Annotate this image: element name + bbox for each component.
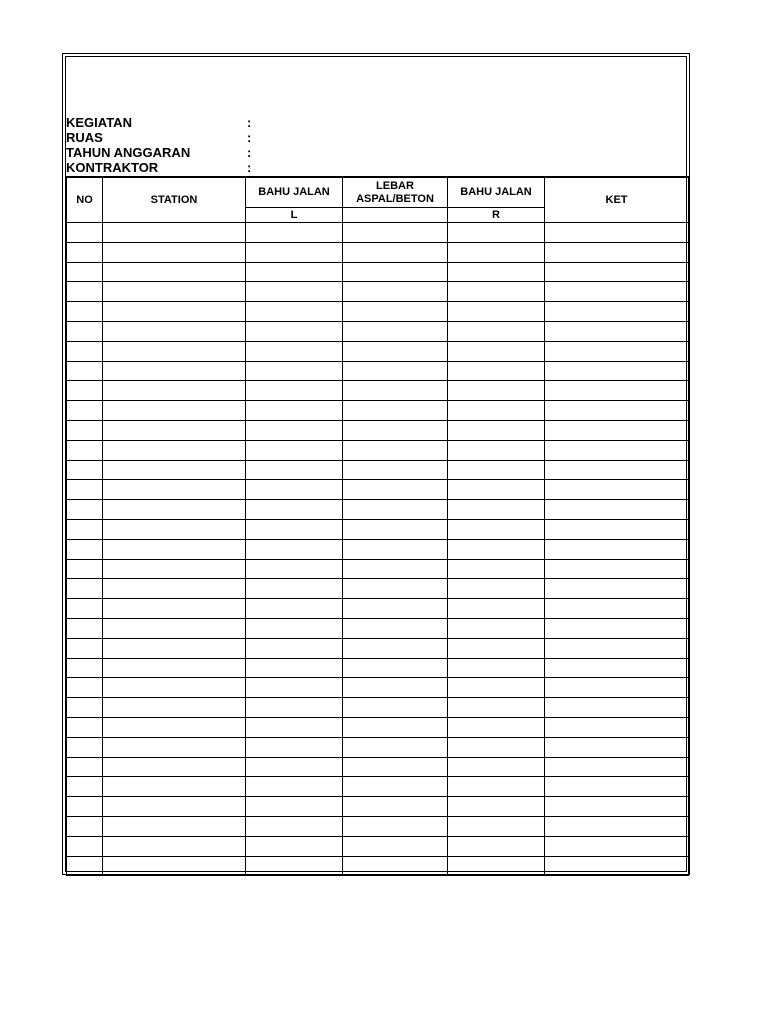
cell-ket[interactable] — [545, 420, 689, 440]
cell-no[interactable] — [67, 440, 103, 460]
cell-bahu-left[interactable] — [246, 262, 343, 282]
cell-bahu-right[interactable] — [448, 797, 545, 817]
table-row — [67, 361, 689, 381]
cell-lebar[interactable] — [343, 401, 448, 421]
cell-ket[interactable] — [545, 223, 689, 243]
cell-bahu-right[interactable] — [448, 321, 545, 341]
cell-bahu-left[interactable] — [246, 223, 343, 243]
cell-lebar[interactable] — [343, 223, 448, 243]
cell-bahu-right[interactable] — [448, 658, 545, 678]
table-row — [67, 579, 689, 599]
cell-bahu-right[interactable] — [448, 480, 545, 500]
cell-ket[interactable] — [545, 816, 689, 836]
cell-bahu-left[interactable] — [246, 579, 343, 599]
table-row — [67, 223, 689, 243]
table-row — [67, 381, 689, 401]
cell-bahu-right[interactable] — [448, 638, 545, 658]
cell-ket[interactable] — [545, 282, 689, 302]
cell-bahu-right[interactable] — [448, 737, 545, 757]
cell-lebar[interactable] — [343, 757, 448, 777]
cell-bahu-right[interactable] — [448, 698, 545, 718]
cell-station[interactable] — [103, 757, 246, 777]
cell-bahu-left[interactable] — [246, 460, 343, 480]
cell-lebar[interactable] — [343, 480, 448, 500]
cell-ket[interactable] — [545, 401, 689, 421]
cell-no[interactable] — [67, 480, 103, 500]
cell-bahu-left[interactable] — [246, 757, 343, 777]
table-row — [67, 638, 689, 658]
cell-bahu-left[interactable] — [246, 599, 343, 619]
cell-station[interactable] — [103, 223, 246, 243]
cell-no[interactable] — [67, 559, 103, 579]
cell-ket[interactable] — [545, 519, 689, 539]
cell-bahu-right[interactable] — [448, 401, 545, 421]
cell-ket[interactable] — [545, 757, 689, 777]
cell-bahu-left[interactable] — [246, 559, 343, 579]
table-row — [67, 757, 689, 777]
cell-station[interactable] — [103, 262, 246, 282]
table-row — [67, 401, 689, 421]
cell-bahu-left[interactable] — [246, 440, 343, 460]
cell-bahu-left[interactable] — [246, 401, 343, 421]
cell-bahu-right[interactable] — [448, 341, 545, 361]
field-kontraktor — [66, 160, 266, 175]
cell-station[interactable] — [103, 321, 246, 341]
cell-bahu-left[interactable] — [246, 678, 343, 698]
cell-no[interactable] — [67, 282, 103, 302]
cell-bahu-left[interactable] — [246, 321, 343, 341]
cell-no[interactable] — [67, 658, 103, 678]
cell-no[interactable] — [67, 757, 103, 777]
cell-bahu-right[interactable] — [448, 381, 545, 401]
cell-station[interactable] — [103, 579, 246, 599]
header-lebar-aspal-beton — [343, 177, 448, 208]
cell-ket[interactable] — [545, 698, 689, 718]
cell-station[interactable] — [103, 341, 246, 361]
cell-bahu-left[interactable] — [246, 539, 343, 559]
table-row — [67, 302, 689, 322]
header-no: NO — [67, 177, 103, 223]
cell-ket[interactable] — [545, 678, 689, 698]
cell-bahu-left[interactable] — [246, 698, 343, 718]
field-ruas-label: RUAS — [66, 130, 103, 145]
cell-no[interactable] — [67, 242, 103, 262]
field-kontraktor-colon: : — [247, 160, 252, 175]
cell-bahu-left[interactable] — [246, 856, 343, 876]
cell-bahu-left[interactable] — [246, 242, 343, 262]
cell-lebar[interactable] — [343, 737, 448, 757]
cell-bahu-left[interactable] — [246, 797, 343, 817]
cell-lebar[interactable] — [343, 519, 448, 539]
cell-bahu-right[interactable] — [448, 816, 545, 836]
header-ket: KET — [545, 177, 689, 223]
cell-ket[interactable] — [545, 559, 689, 579]
subheader-left: L — [246, 208, 343, 223]
cell-lebar[interactable] — [343, 420, 448, 440]
subheader-right: R — [448, 208, 545, 223]
cell-bahu-right[interactable] — [448, 440, 545, 460]
cell-ket[interactable] — [545, 836, 689, 856]
cell-lebar[interactable] — [343, 836, 448, 856]
cell-no[interactable] — [67, 797, 103, 817]
field-kontraktor-label: KONTRAKTOR — [66, 160, 159, 175]
table-row — [67, 797, 689, 817]
cell-station[interactable] — [103, 698, 246, 718]
cell-bahu-right[interactable] — [448, 757, 545, 777]
cell-station[interactable] — [103, 836, 246, 856]
table-body — [67, 223, 689, 876]
cell-ket[interactable] — [545, 638, 689, 658]
cell-station[interactable] — [103, 539, 246, 559]
cell-bahu-left[interactable] — [246, 480, 343, 500]
cell-station[interactable] — [103, 638, 246, 658]
cell-station[interactable] — [103, 361, 246, 381]
table-row — [67, 698, 689, 718]
cell-bahu-right[interactable] — [448, 599, 545, 619]
cell-no[interactable] — [67, 519, 103, 539]
cell-no[interactable] — [67, 856, 103, 876]
cell-ket[interactable] — [545, 579, 689, 599]
cell-station[interactable] — [103, 440, 246, 460]
cell-no[interactable] — [67, 698, 103, 718]
cell-ket[interactable] — [545, 361, 689, 381]
cell-ket[interactable] — [545, 480, 689, 500]
cell-bahu-right[interactable] — [448, 559, 545, 579]
form-header — [66, 57, 686, 175]
cell-bahu-right[interactable] — [448, 500, 545, 520]
cell-station[interactable] — [103, 480, 246, 500]
cell-bahu-left[interactable] — [246, 302, 343, 322]
cell-bahu-left[interactable] — [246, 717, 343, 737]
cell-no[interactable] — [67, 737, 103, 757]
table-row — [67, 599, 689, 619]
cell-bahu-left[interactable] — [246, 836, 343, 856]
form-frame — [65, 56, 687, 872]
field-kegiatan-label: KEGIATAN — [66, 115, 132, 130]
table-row — [67, 242, 689, 262]
cell-no[interactable] — [67, 381, 103, 401]
cell-station[interactable] — [103, 777, 246, 797]
header-bahu-jalan-left: BAHU JALAN — [246, 177, 343, 208]
cell-bahu-left[interactable] — [246, 638, 343, 658]
field-ruas — [66, 130, 266, 145]
cell-lebar[interactable] — [343, 321, 448, 341]
cell-ket[interactable] — [545, 856, 689, 876]
cell-lebar[interactable] — [343, 856, 448, 876]
table-row — [67, 816, 689, 836]
cell-no[interactable] — [67, 420, 103, 440]
cell-lebar[interactable] — [343, 658, 448, 678]
cell-no[interactable] — [67, 302, 103, 322]
cell-ket[interactable] — [545, 797, 689, 817]
cell-no[interactable] — [67, 599, 103, 619]
field-tahun-anggaran — [66, 145, 266, 160]
cell-bahu-right[interactable] — [448, 777, 545, 797]
table-row — [67, 321, 689, 341]
table-row — [67, 460, 689, 480]
cell-lebar[interactable] — [343, 282, 448, 302]
cell-bahu-right[interactable] — [448, 460, 545, 480]
cell-station[interactable] — [103, 460, 246, 480]
cell-station[interactable] — [103, 737, 246, 757]
cell-station[interactable] — [103, 401, 246, 421]
field-tahun-anggaran-label: TAHUN ANGGARAN — [66, 145, 191, 160]
cell-no[interactable] — [67, 262, 103, 282]
cell-bahu-right[interactable] — [448, 519, 545, 539]
cell-station[interactable] — [103, 618, 246, 638]
cell-lebar[interactable] — [343, 638, 448, 658]
table-row — [67, 836, 689, 856]
cell-lebar[interactable] — [343, 777, 448, 797]
table-row — [67, 559, 689, 579]
cell-no[interactable] — [67, 341, 103, 361]
table-row — [67, 500, 689, 520]
table-row — [67, 282, 689, 302]
cell-lebar[interactable] — [343, 262, 448, 282]
cell-lebar[interactable] — [343, 816, 448, 836]
cell-bahu-left[interactable] — [246, 519, 343, 539]
cell-station[interactable] — [103, 282, 246, 302]
cell-no[interactable] — [67, 638, 103, 658]
cell-lebar[interactable] — [343, 361, 448, 381]
cell-ket[interactable] — [545, 262, 689, 282]
cell-no[interactable] — [67, 618, 103, 638]
cell-bahu-right[interactable] — [448, 420, 545, 440]
survey-table — [66, 176, 689, 876]
table-row — [67, 777, 689, 797]
cell-bahu-right[interactable] — [448, 223, 545, 243]
field-tahun-anggaran-colon: : — [247, 145, 252, 160]
cell-lebar[interactable] — [343, 559, 448, 579]
cell-bahu-right[interactable] — [448, 618, 545, 638]
cell-bahu-left[interactable] — [246, 381, 343, 401]
cell-lebar[interactable] — [343, 678, 448, 698]
cell-station[interactable] — [103, 599, 246, 619]
table-row — [67, 519, 689, 539]
field-ruas-colon: : — [247, 130, 252, 145]
cell-lebar[interactable] — [343, 381, 448, 401]
cell-no[interactable] — [67, 777, 103, 797]
cell-bahu-right[interactable] — [448, 262, 545, 282]
cell-bahu-left[interactable] — [246, 737, 343, 757]
cell-ket[interactable] — [545, 460, 689, 480]
header-lebar-line2: ASPAL/BETON — [356, 192, 434, 205]
cell-ket[interactable] — [545, 381, 689, 401]
cell-ket[interactable] — [545, 539, 689, 559]
cell-ket[interactable] — [545, 737, 689, 757]
table-row — [67, 440, 689, 460]
table-row — [67, 717, 689, 737]
cell-bahu-left[interactable] — [246, 500, 343, 520]
header-station: STATION — [103, 177, 246, 223]
cell-ket[interactable] — [545, 242, 689, 262]
cell-ket[interactable] — [545, 599, 689, 619]
cell-no[interactable] — [67, 816, 103, 836]
cell-ket[interactable] — [545, 717, 689, 737]
table-row — [67, 420, 689, 440]
cell-lebar[interactable] — [343, 460, 448, 480]
cell-bahu-right[interactable] — [448, 242, 545, 262]
cell-bahu-left[interactable] — [246, 282, 343, 302]
field-kegiatan-colon: : — [247, 115, 252, 130]
cell-ket[interactable] — [545, 500, 689, 520]
cell-no[interactable] — [67, 836, 103, 856]
cell-station[interactable] — [103, 242, 246, 262]
cell-lebar[interactable] — [343, 242, 448, 262]
cell-station[interactable] — [103, 797, 246, 817]
cell-no[interactable] — [67, 460, 103, 480]
cell-ket[interactable] — [545, 777, 689, 797]
cell-bahu-right[interactable] — [448, 282, 545, 302]
table-row — [67, 480, 689, 500]
cell-station[interactable] — [103, 559, 246, 579]
cell-bahu-left[interactable] — [246, 361, 343, 381]
cell-station[interactable] — [103, 420, 246, 440]
cell-lebar[interactable] — [343, 618, 448, 638]
header-lebar-line1: LEBAR — [376, 179, 414, 192]
cell-bahu-right[interactable] — [448, 678, 545, 698]
cell-station[interactable] — [103, 678, 246, 698]
cell-lebar[interactable] — [343, 698, 448, 718]
cell-station[interactable] — [103, 717, 246, 737]
table-row — [67, 262, 689, 282]
cell-bahu-right[interactable] — [448, 579, 545, 599]
cell-no[interactable] — [67, 321, 103, 341]
cell-no[interactable] — [67, 361, 103, 381]
cell-ket[interactable] — [545, 321, 689, 341]
cell-bahu-left[interactable] — [246, 420, 343, 440]
cell-lebar[interactable] — [343, 440, 448, 460]
cell-bahu-right[interactable] — [448, 717, 545, 737]
survey-form-sheet — [62, 53, 690, 875]
cell-no[interactable] — [67, 401, 103, 421]
cell-no[interactable] — [67, 678, 103, 698]
cell-no[interactable] — [67, 500, 103, 520]
cell-bahu-right[interactable] — [448, 361, 545, 381]
cell-ket[interactable] — [545, 341, 689, 361]
cell-bahu-left[interactable] — [246, 341, 343, 361]
cell-station[interactable] — [103, 500, 246, 520]
cell-ket[interactable] — [545, 302, 689, 322]
cell-no[interactable] — [67, 717, 103, 737]
cell-ket[interactable] — [545, 658, 689, 678]
cell-station[interactable] — [103, 519, 246, 539]
cell-lebar[interactable] — [343, 797, 448, 817]
table-row — [67, 856, 689, 876]
cell-station[interactable] — [103, 856, 246, 876]
cell-bahu-right[interactable] — [448, 539, 545, 559]
header-bahu-jalan-right: BAHU JALAN — [448, 177, 545, 208]
table-row — [67, 618, 689, 638]
table-row — [67, 737, 689, 757]
cell-lebar[interactable] — [343, 579, 448, 599]
table-row — [67, 341, 689, 361]
cell-bahu-left[interactable] — [246, 816, 343, 836]
cell-lebar[interactable] — [343, 717, 448, 737]
cell-bahu-left[interactable] — [246, 658, 343, 678]
cell-station[interactable] — [103, 658, 246, 678]
cell-ket[interactable] — [545, 618, 689, 638]
cell-lebar[interactable] — [343, 341, 448, 361]
cell-ket[interactable] — [545, 440, 689, 460]
cell-bahu-left[interactable] — [246, 777, 343, 797]
cell-lebar[interactable] — [343, 500, 448, 520]
cell-bahu-right[interactable] — [448, 836, 545, 856]
cell-no[interactable] — [67, 539, 103, 559]
table-row — [67, 539, 689, 559]
cell-no[interactable] — [67, 579, 103, 599]
cell-lebar[interactable] — [343, 302, 448, 322]
subheader-lebar-empty — [343, 208, 448, 223]
table-row — [67, 678, 689, 698]
table-row — [67, 658, 689, 678]
cell-lebar[interactable] — [343, 599, 448, 619]
cell-bahu-right[interactable] — [448, 856, 545, 876]
cell-station[interactable] — [103, 816, 246, 836]
cell-no[interactable] — [67, 223, 103, 243]
cell-station[interactable] — [103, 381, 246, 401]
cell-station[interactable] — [103, 302, 246, 322]
cell-bahu-right[interactable] — [448, 302, 545, 322]
field-kegiatan — [66, 115, 266, 130]
cell-lebar[interactable] — [343, 539, 448, 559]
cell-bahu-left[interactable] — [246, 618, 343, 638]
